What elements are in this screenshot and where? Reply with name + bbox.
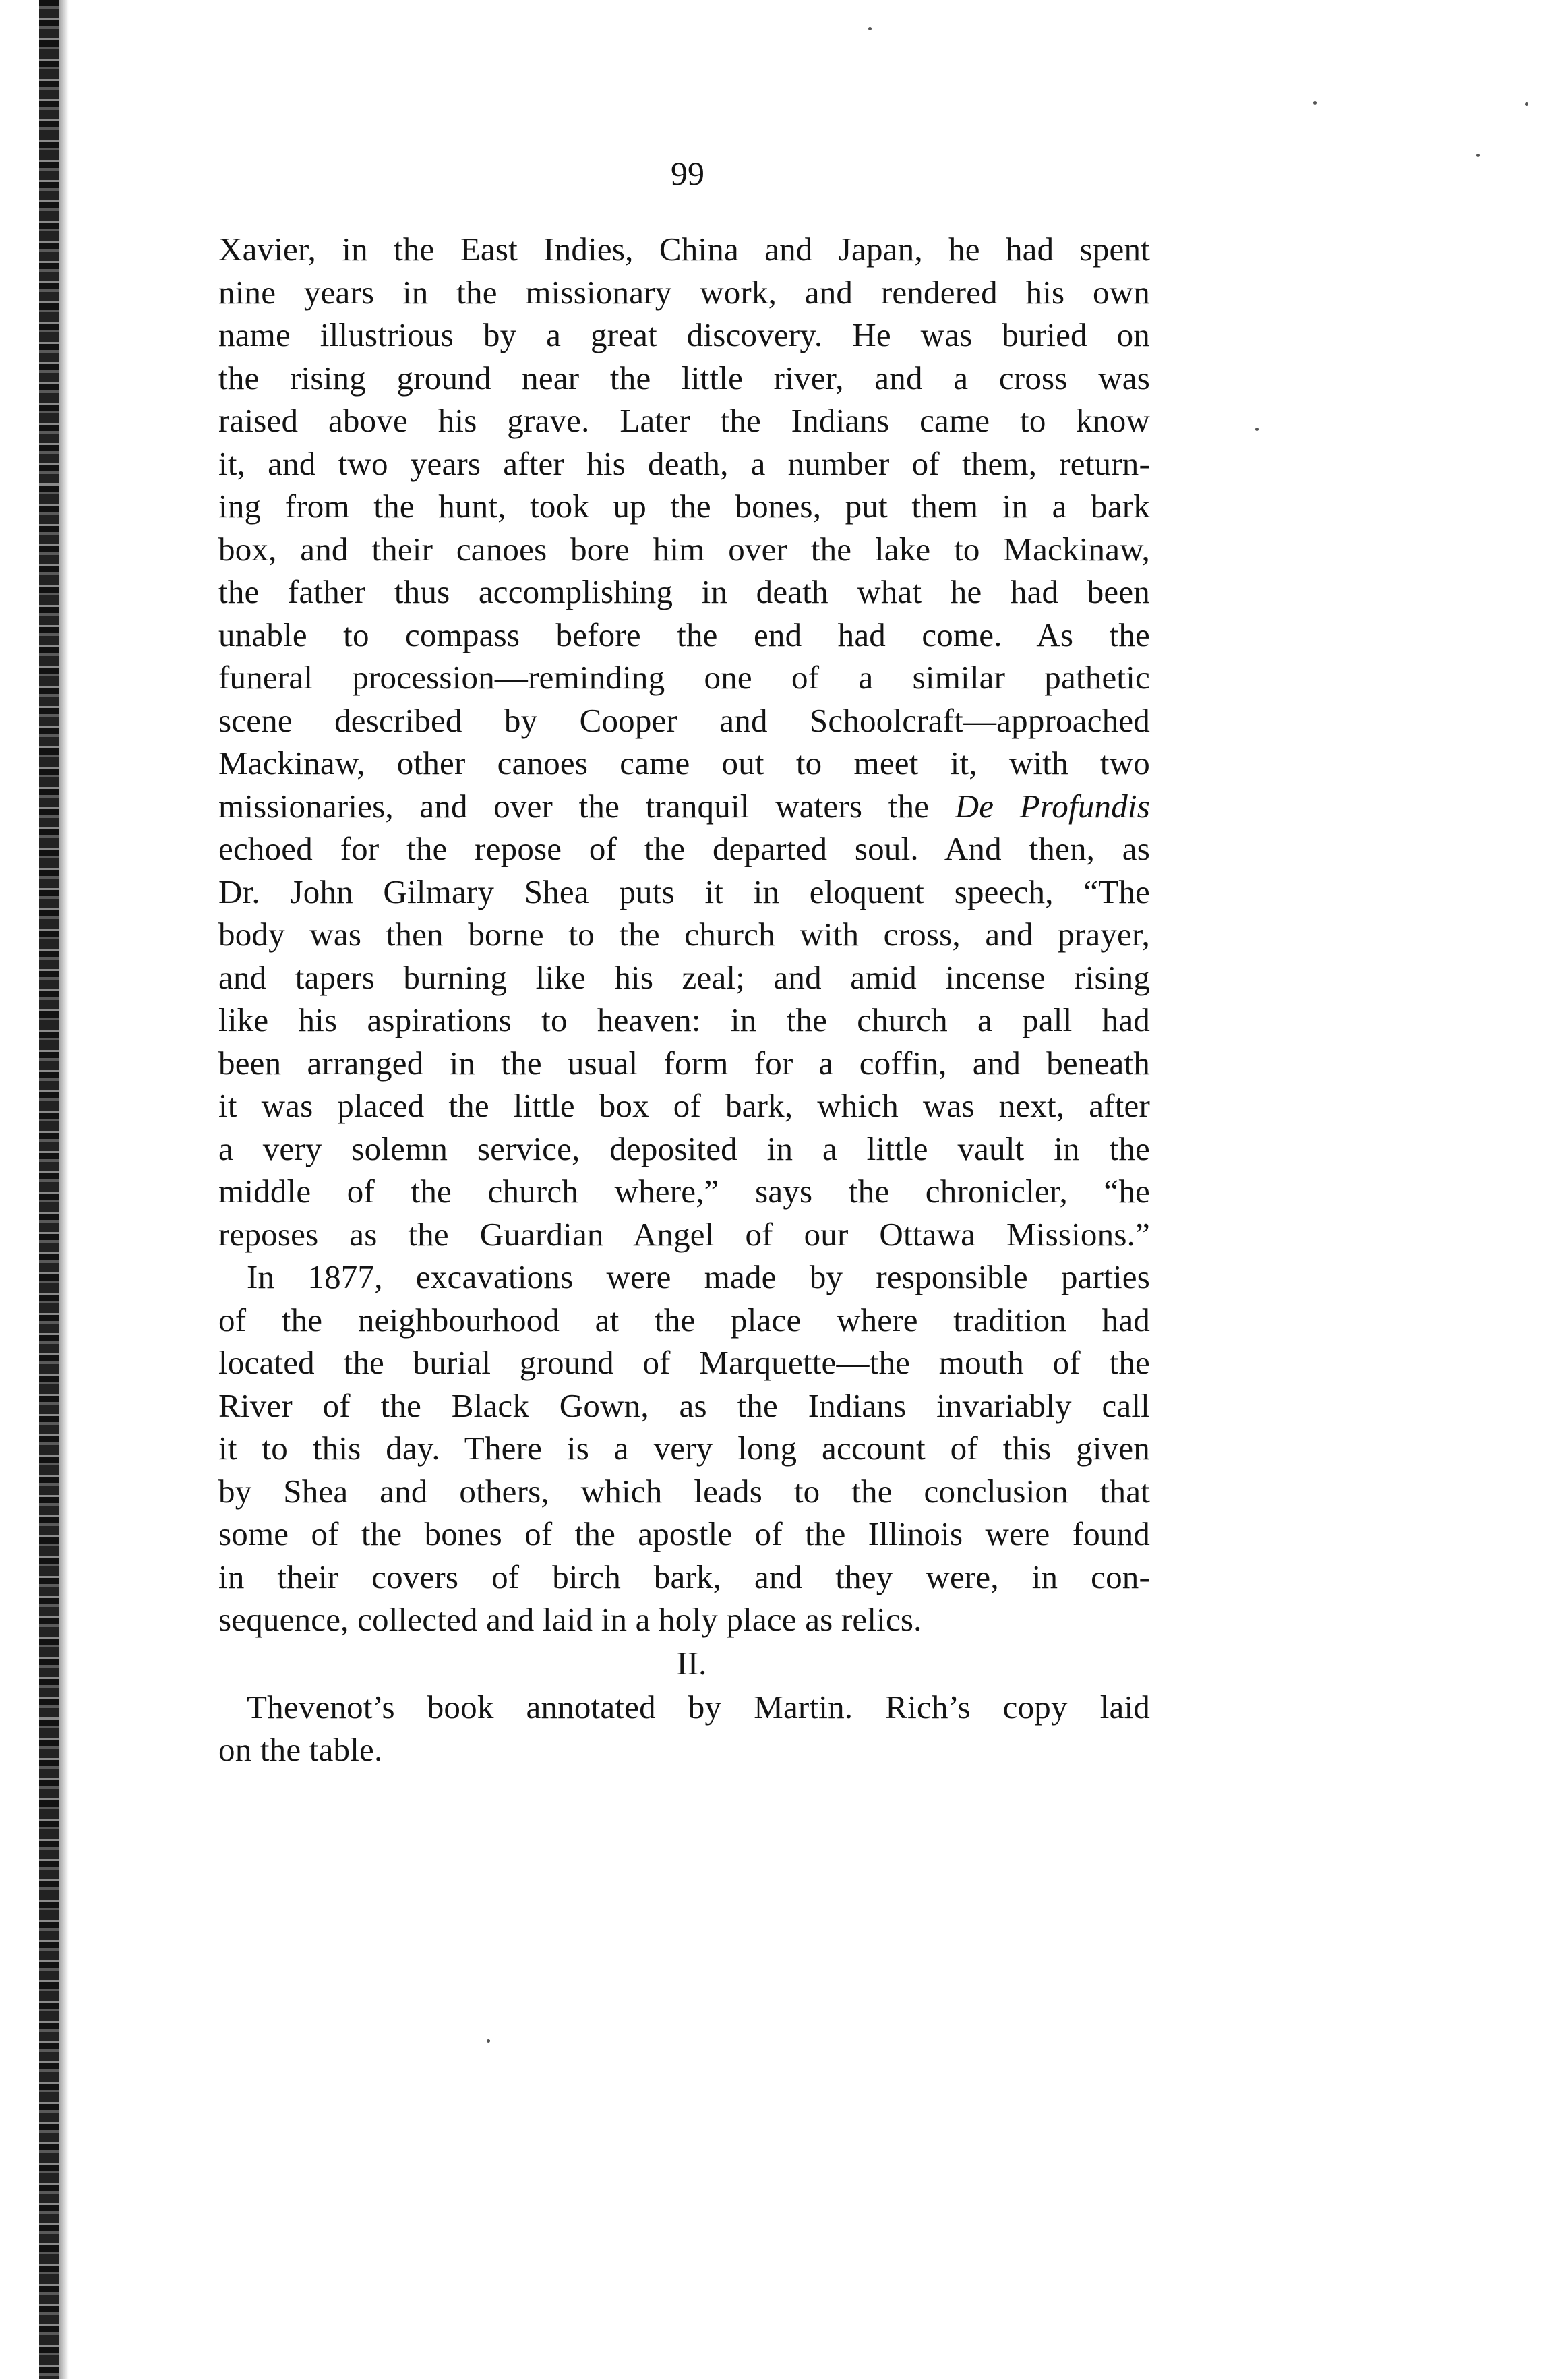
scan-speck: [1313, 101, 1317, 105]
text-line: Xavier, in the East Indies, China and Japan, he had spent: [218, 231, 1150, 268]
paragraph-2: [218, 1256, 1150, 1641]
text-line: the rising ground near the little river, and a cross was: [218, 359, 1150, 396]
scan-speck: [1255, 428, 1259, 431]
text-line: like his aspirations to heaven: in the church a pall had: [218, 1001, 1150, 1038]
text-line: Dr. John Gilmary Shea puts it in eloquent speech, “The: [218, 873, 1150, 910]
text-line: the father thus accomplishing in death what he had been: [218, 573, 1150, 610]
page-body: [218, 228, 1150, 1771]
text-line: name illustrious by a great discovery. He was buried on: [218, 316, 1150, 353]
scan-speck: [487, 2039, 490, 2043]
page-number: 99: [671, 154, 704, 192]
text-line: in their covers of birch bark, and they were, in con-: [218, 1558, 1150, 1595]
scan-speck: [868, 27, 872, 30]
text-line: In 1877, excavations were made by responsible parties: [247, 1258, 1150, 1295]
text-line: body was then borne to the church with cross, and prayer,: [218, 916, 1150, 953]
text-line: been arranged in the usual form for a coffin, and beneath: [218, 1044, 1150, 1082]
text-line: nine years in the missionary work, and rendered his own: [218, 273, 1150, 311]
binding-shadow: [59, 0, 69, 2379]
italic-phrase: De Profundis: [955, 787, 1150, 825]
text-line: unable to compass before the end had come. As the: [218, 616, 1150, 653]
text-line: funeral procession—reminding one of a similar pathetic: [218, 659, 1150, 696]
text-line: it to this day. There is a very long account of this given: [218, 1430, 1150, 1467]
text-line: Mackinaw, other canoes came out to meet it, with two: [218, 744, 1150, 782]
text-line: and tapers burning like his zeal; and amid incense rising: [218, 958, 1150, 996]
text-line: some of the bones of the apostle of the Illinois were found: [218, 1515, 1150, 1552]
text-line: ing from the hunt, took up the bones, put them in a bark: [218, 488, 1150, 525]
text-line: sequence, collected and laid in a holy place as relics.: [218, 1601, 922, 1638]
text-segment: missionaries, and over the tranquil waters the: [218, 787, 930, 825]
text-line: River of the Black Gown, as the Indians invariably call: [218, 1386, 1150, 1424]
text-line: scene described by Cooper and Schoolcraft—approached: [218, 701, 1150, 739]
text-line: it was placed the little box of bark, which was next, after: [218, 1087, 1150, 1124]
paragraph-3: [218, 1686, 1150, 1771]
text-line: box, and their canoes bore him over the lake to Mackinaw,: [218, 530, 1150, 568]
text-line: reposes as the Guardian Angel of our Ottawa Missions.”: [218, 1215, 1150, 1253]
page-binding-edge: [39, 0, 59, 2379]
text-line: middle of the church where,” says the chronicler, “he: [218, 1173, 1150, 1210]
scan-speck: [1476, 154, 1480, 157]
text-line: Thevenot’s book annotated by Martin. Rich’s copy laid: [247, 1688, 1150, 1726]
text-line: located the burial ground of Marquette—the mouth of the: [218, 1344, 1150, 1381]
text-line-with-italic: [218, 785, 1150, 828]
text-line: by Shea and others, which leads to the conclusion that: [218, 1472, 1150, 1510]
text-line: raised above his grave. Later the Indians came to know: [218, 402, 1150, 439]
text-line: echoed for the repose of the departed soul. And then, as: [218, 830, 1150, 867]
scan-speck: [1525, 102, 1528, 106]
text-line: on the table.: [218, 1731, 383, 1768]
text-line: it, and two years after his death, a number of them, return-: [218, 444, 1150, 482]
paragraph-1: [218, 228, 1150, 1256]
text-line: of the neighbourhood at the place where tradition had: [218, 1301, 1150, 1339]
section-heading: II.: [676, 1644, 707, 1682]
text-line: a very solemn service, deposited in a little vault in the: [218, 1129, 1150, 1167]
